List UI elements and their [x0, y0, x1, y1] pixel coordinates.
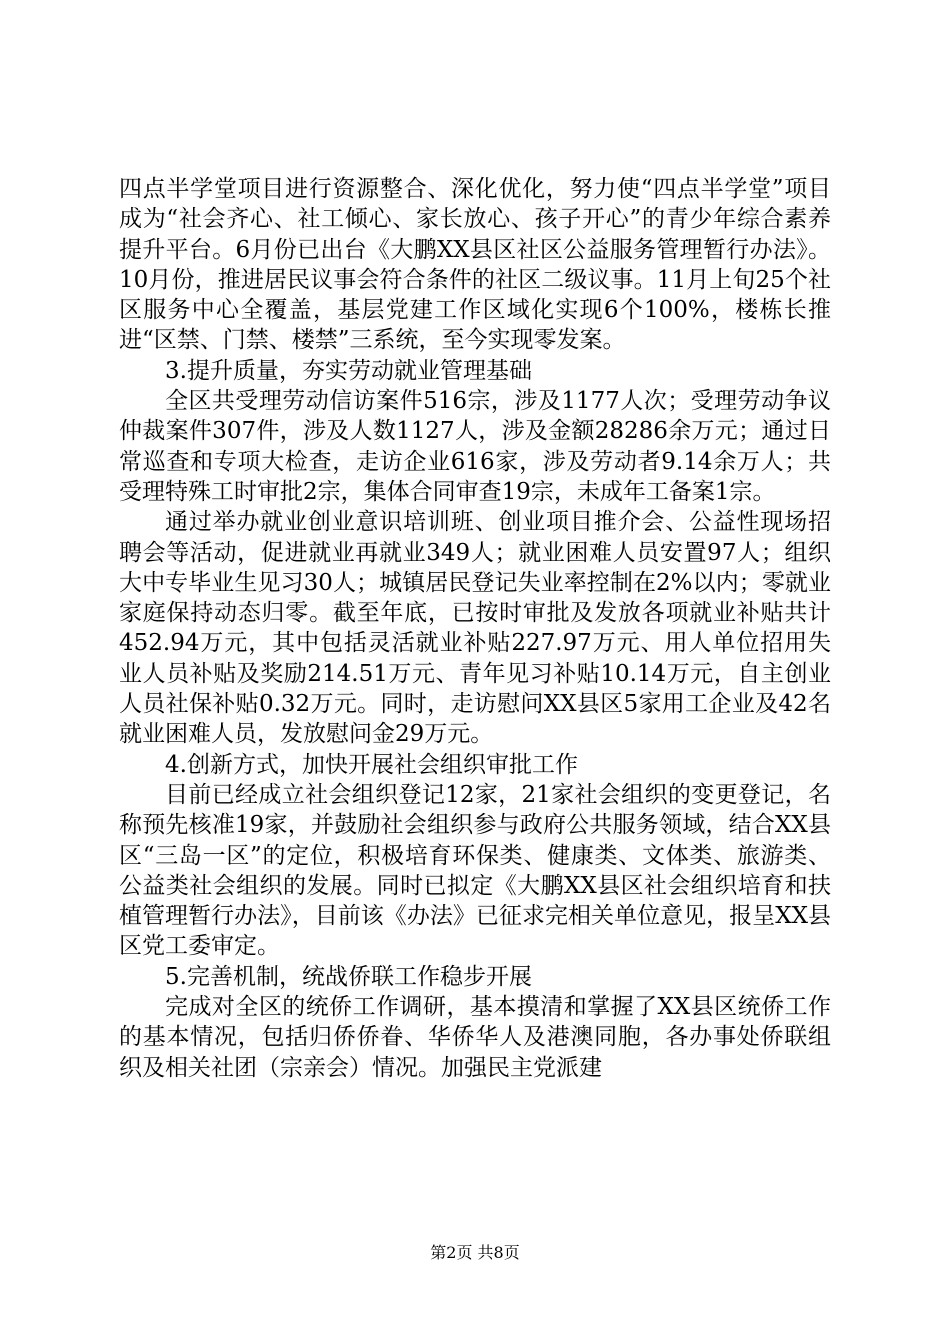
paragraph-social-organizations: 目前已经成立社会组织登记12家，21家社会组织的变更登记，名称预先核准19家，并鼓励社会组织参与政府公共服务领域，结合XX县区“三岛一区”的定位，积极培育环保类、健康类、文体类、旅游类、公益类社会组织的发展。同时已拟定《大鹏XX县区社会组织培育和扶植管理暂行办法》，目前该《办法》已征求完相关单位意见，报呈XX县区党工委审定。 — [119, 781, 831, 960]
page-number-label: 第2页 共8页 — [430, 1243, 520, 1262]
section-heading-5: 5.完善机制，统战侨联工作稳步开展 — [165, 963, 532, 990]
paragraph-continued: 四点半学堂项目进行资源整合、深化优化，努力使“四点半学堂”项目成为“社会齐心、社工倾心、家长放心、孩子开心”的青少年综合素养提升平台。6月份已出台《大鹏XX县区社区公益服务管理暂行办法》。10月份，推进居民议事会符合条件的社区二级议事。11月上旬25个社区服务中心全覆盖，基层党建工作区域化实现6个100%，楼栋长推进“区禁、门禁、楼禁”三系统，至今实现零发案。 — [119, 176, 831, 354]
document-body — [119, 174, 831, 1083]
paragraph-employment: 通过举办就业创业意识培训班、创业项目推介会、公益性现场招聘会等活动，促进就业再就业349人；就业困难人员安置97人；组织大中专毕业生见习30人；城镇居民登记失业率控制在2%以内；零就业家庭保持动态归零。截至年底，已按时审批及发放各项就业补贴共计452.94万元，其中包括灵活就业补贴227.97万元、用人单位招用失业人员补贴及奖励214.51万元、青年见习补贴10.14万元，自主创业人员社保补贴0.32万元。同时，走访慰问XX县区5家用工企业及42名就业困难人员，发放慰问金29万元。 — [119, 509, 831, 748]
section-heading-4: 4.创新方式，加快开展社会组织审批工作 — [165, 751, 578, 778]
section-heading-3: 3.提升质量，夯实劳动就业管理基础 — [165, 357, 532, 384]
paragraph-united-front: 完成对全区的统侨工作调研，基本摸清和掌握了XX县区统侨工作的基本情况，包括归侨侨眷、华侨华人及港澳同胞，各办事处侨联组织及相关社团（宗亲会）情况。加强民主党派建 — [119, 994, 831, 1081]
paragraph-labor-cases: 全区共受理劳动信访案件516宗，涉及1177人次；受理劳动争议仲裁案件307件，涉及人数1127人，涉及金额28286余万元；通过日常巡查和专项大检查，走访企业616家，涉及劳动者9.14余万人；共受理特殊工时审批2宗，集体合同审查19宗，未成年工备案1宗。 — [119, 388, 831, 505]
page-footer — [0, 1240, 950, 1263]
